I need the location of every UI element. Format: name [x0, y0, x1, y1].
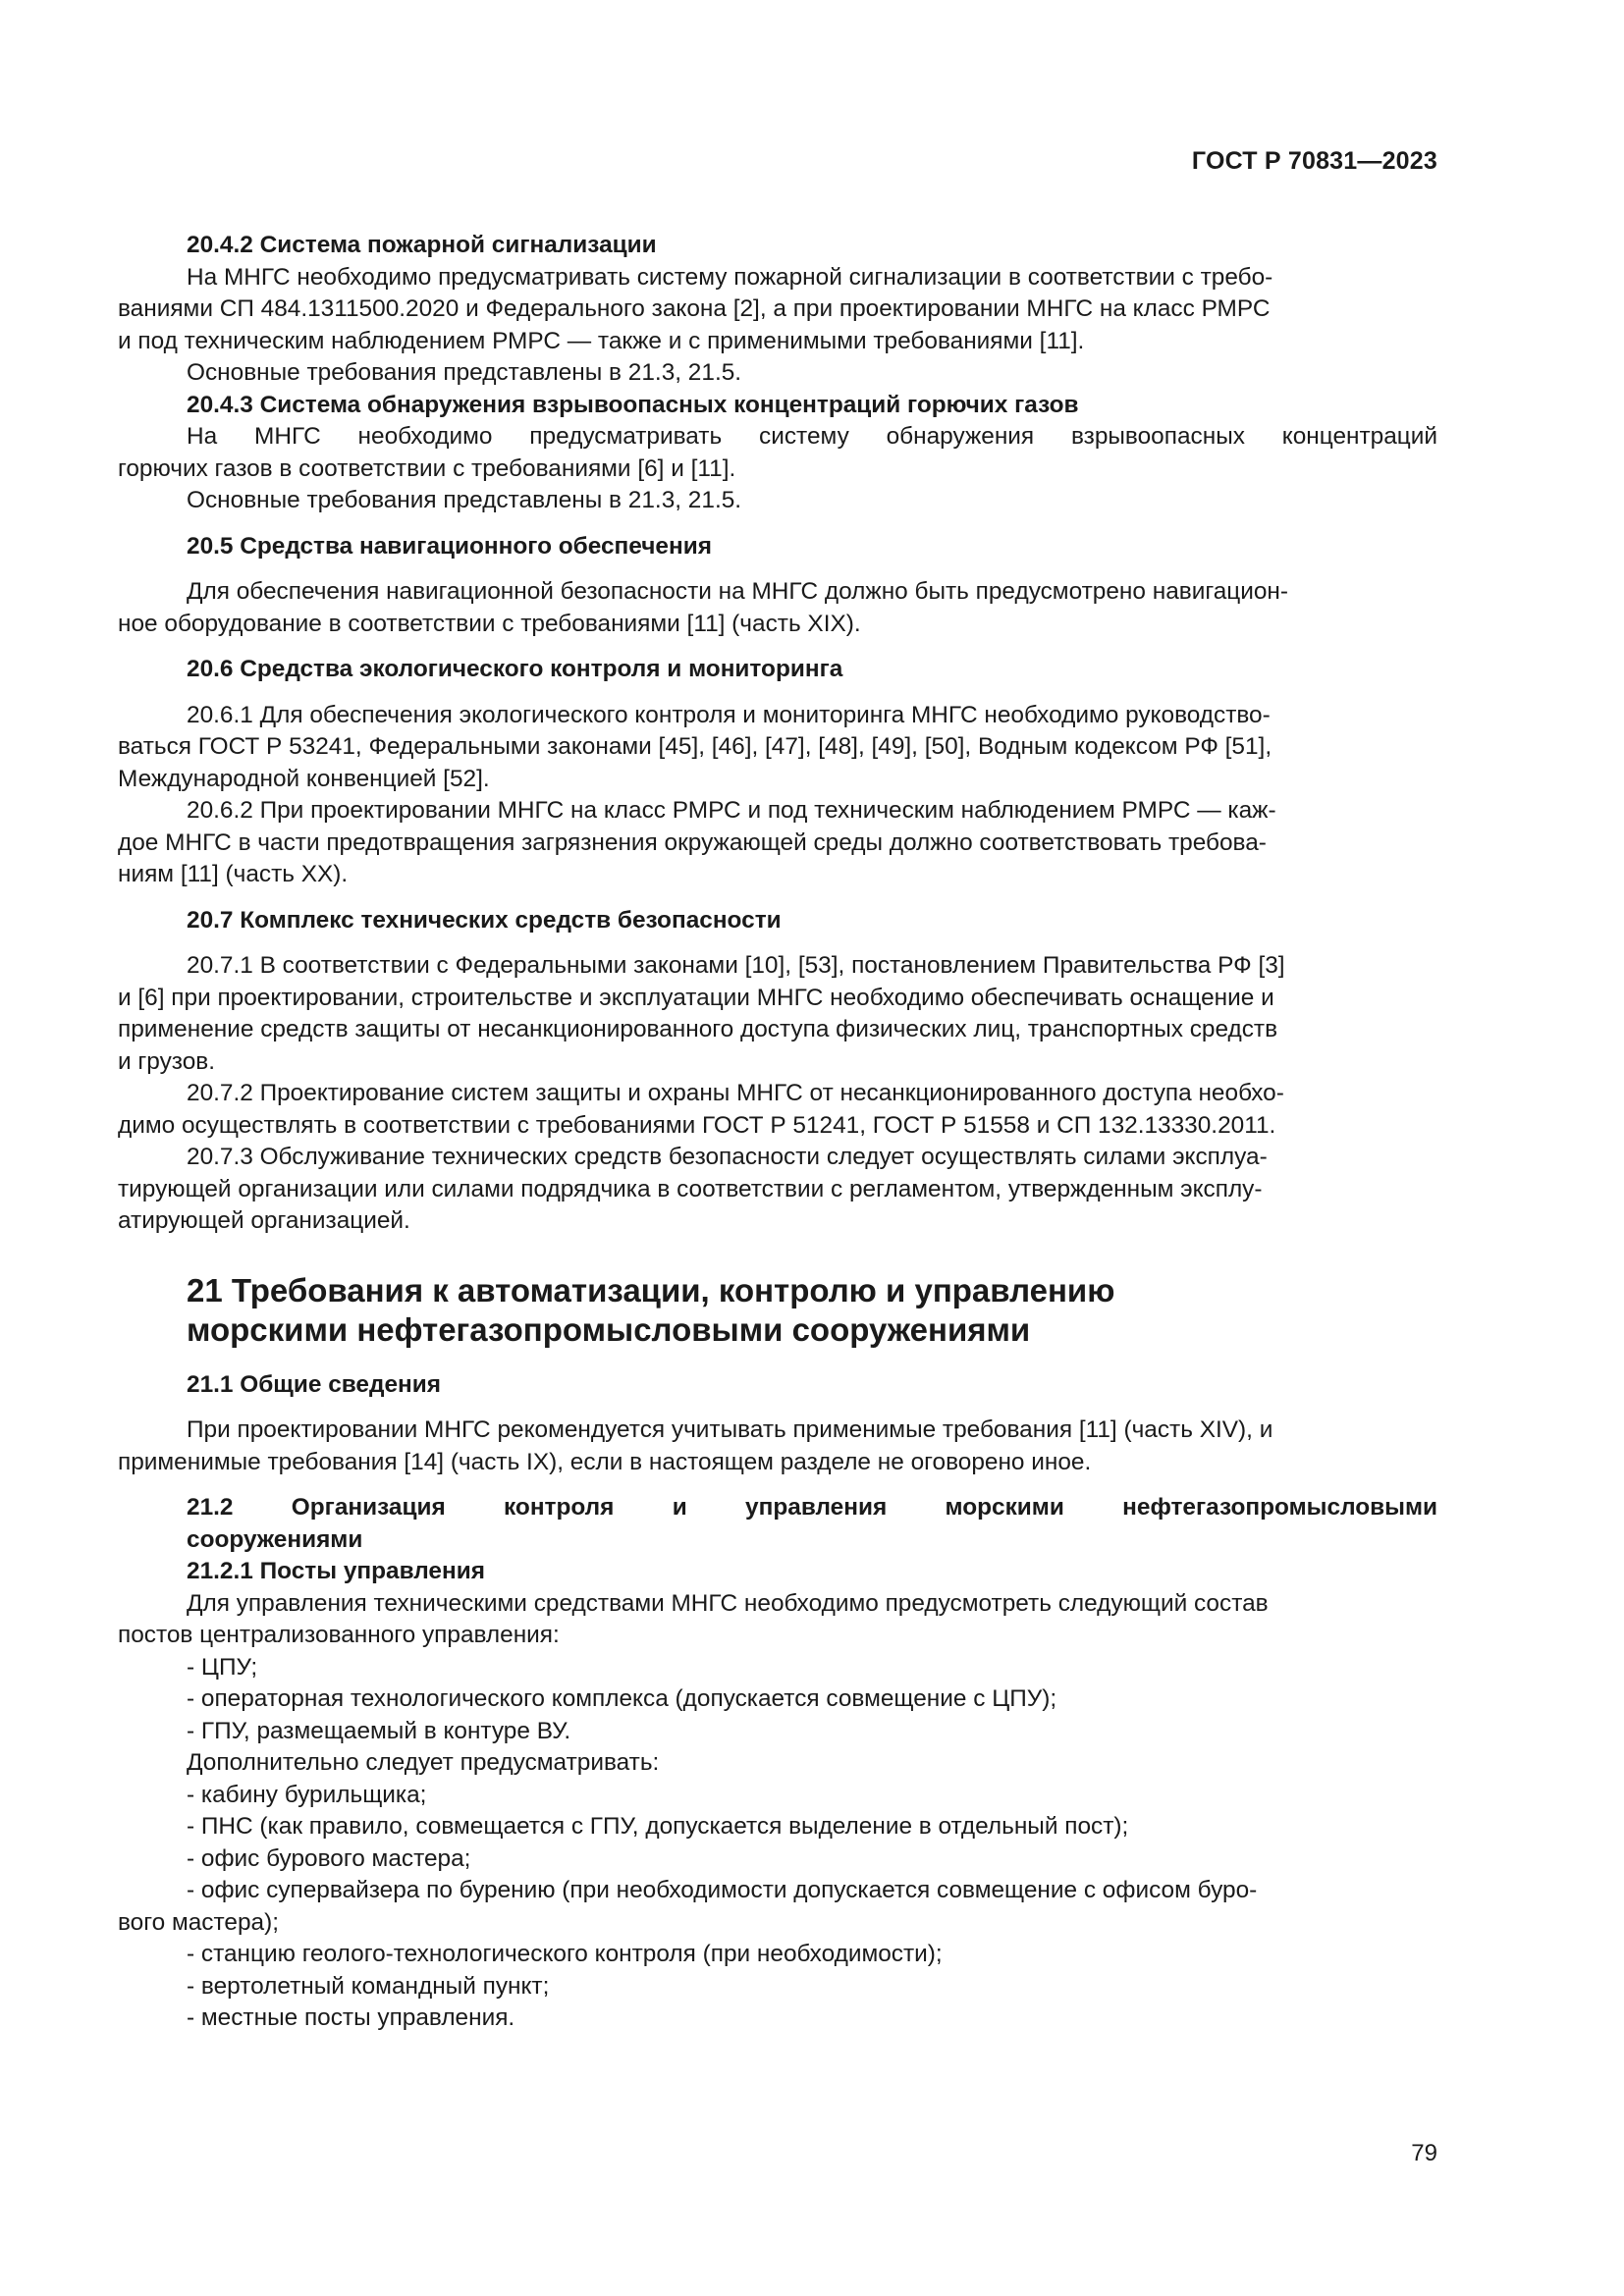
paragraph-line: 20.6.1 Для обеспечения экологического контроля и мониторинга МНГС необходимо руководство-: [187, 701, 1271, 728]
heading-20-6: 20.6 Средства экологического контроля и мониторинга: [187, 656, 843, 682]
paragraph-line: тирующей организации или силами подрядчика в соответствии с регламентом, утвержденным эксплу-: [118, 1175, 1263, 1202]
list-item: - вертолетный командный пункт;: [187, 1972, 550, 2000]
heading-20-4-3: 20.4.3 Система обнаружения взрывоопасных концентраций горючих газов: [187, 391, 1079, 418]
document-body: [118, 230, 1437, 2035]
paragraph-line: Дополнительно следует предусматривать:: [187, 1749, 660, 1776]
paragraph-line: При проектировании МНГС рекомендуется учитывать применимые требования [11] (часть XIV), и: [187, 1416, 1273, 1443]
paragraph-line: ное оборудование в соответствии с требованиями [11] (часть XIX).: [118, 610, 861, 637]
paragraph-line: димо осуществлять в соответствии с требованиями ГОСТ Р 51241, ГОСТ Р 51558 и СП 132.13330.2011.: [118, 1111, 1276, 1139]
paragraph-line: ниям [11] (часть XX).: [118, 861, 349, 887]
paragraph-line: применимые требования [14] (часть IX), если в настоящем разделе не оговорено иное.: [118, 1448, 1092, 1475]
paragraph-line: 20.7.1 В соответствии с Федеральными законами [10], [53], постановлением Правительства РФ [3]: [187, 952, 1285, 979]
section-21-title-line: 21 Требования к автоматизации, контролю и управлению: [187, 1271, 1115, 1308]
paragraph-line: постов централизованного управления:: [118, 1622, 560, 1648]
list-item: - операторная технологического комплекса (допускается совмещение с ЦПУ);: [187, 1685, 1057, 1712]
paragraph-line: 20.7.3 Обслуживание технических средств безопасности следует осуществлять силами эксплуа-: [187, 1144, 1268, 1170]
paragraph-line: и под техническим наблюдением РМРС — также и с применимыми требованиями [11].: [118, 327, 1085, 354]
paragraph-line: Основные требования представлены в 21.3, 21.5.: [187, 359, 742, 386]
list-item: - офис бурового мастера;: [187, 1844, 471, 1872]
list-item: - кабину бурильщика;: [187, 1781, 427, 1808]
paragraph-line: и грузов.: [118, 1047, 215, 1075]
paragraph-line: Для обеспечения навигационной безопасности на МНГС должно быть предусмотрено навигацион-: [187, 578, 1289, 605]
paragraph-line: атирующей организацией.: [118, 1207, 410, 1234]
list-item: - ГПУ, размещаемый в контуре ВУ.: [187, 1717, 571, 1744]
paragraph-line: и [6] при проектировании, строительстве и эксплуатации МНГС необходимо обеспечивать оснащение и: [118, 984, 1274, 1011]
paragraph-line: 20.6.2 При проектировании МНГС на класс РМРС и под техническим наблюдением РМРС — каж-: [187, 797, 1276, 824]
heading-21-2: 21.2 Организация контроля и управления морскими нефтегазопромысловыми: [187, 1494, 1437, 1521]
heading-21-2-1: 21.2.1 Посты управления: [187, 1558, 485, 1584]
heading-21-2-cont: сооружениями: [187, 1525, 363, 1553]
list-item: - местные посты управления.: [187, 2004, 515, 2031]
paragraph-line: 20.7.2 Проектирование систем защиты и охраны МНГС от несанкционированного доступа необхо-: [187, 1080, 1284, 1106]
paragraph-line: На МНГС необходимо предусматривать систему обнаружения взрывоопасных концентраций: [187, 423, 1437, 450]
heading-20-7: 20.7 Комплекс технических средств безопасности: [187, 906, 782, 934]
list-item: - станцию геолого-технологического контроля (при необходимости);: [187, 1941, 943, 1967]
list-item-cont: вого мастера);: [118, 1908, 279, 1936]
paragraph-line: применение средств защиты от несанкционированного доступа физических лиц, транспортных средств: [118, 1016, 1278, 1042]
section-21-title-line: морскими нефтегазопромысловыми сооружениями: [187, 1310, 1031, 1348]
document-header: ГОСТ Р 70831—2023: [1191, 147, 1437, 175]
paragraph-line: Международной конвенцией [52].: [118, 765, 490, 792]
paragraph-line: дое МНГС в части предотвращения загрязнения окружающей среды должно соответствовать требова-: [118, 828, 1267, 856]
paragraph-line: ваниями СП 484.1311500.2020 и Федерального закона [2], а при проектировании МНГС на класс РМРС: [118, 295, 1271, 322]
list-item: - ПНС (как правило, совмещается с ГПУ, допускается выделение в отдельный пост);: [187, 1813, 1129, 1840]
heading-20-4-2: 20.4.2 Система пожарной сигнализации: [187, 232, 657, 258]
paragraph-line: горючих газов в соответствии с требованиями [6] и [11].: [118, 454, 736, 482]
heading-21-1: 21.1 Общие сведения: [187, 1370, 442, 1398]
section-21-heading: [118, 1271, 1437, 1350]
heading-20-5: 20.5 Средства навигационного обеспечения: [187, 532, 712, 560]
paragraph-line: Для управления техническими средствами МНГС необходимо предусмотреть следующий состав: [187, 1589, 1269, 1617]
list-item: - ЦПУ;: [187, 1653, 258, 1681]
paragraph-line: Основные требования представлены в 21.3, 21.5.: [187, 487, 742, 513]
page-number: 79: [1411, 2140, 1437, 2166]
paragraph-line: На МНГС необходимо предусматривать систему пожарной сигнализации в соответствии с требо-: [187, 263, 1273, 291]
list-item: - офис супервайзера по бурению (при необходимости допускается совмещение с офисом буро-: [187, 1877, 1258, 1903]
paragraph-line: ваться ГОСТ Р 53241, Федеральными законами [45], [46], [47], [48], [49], [50], Водным кодексом РФ [51],: [118, 733, 1272, 760]
